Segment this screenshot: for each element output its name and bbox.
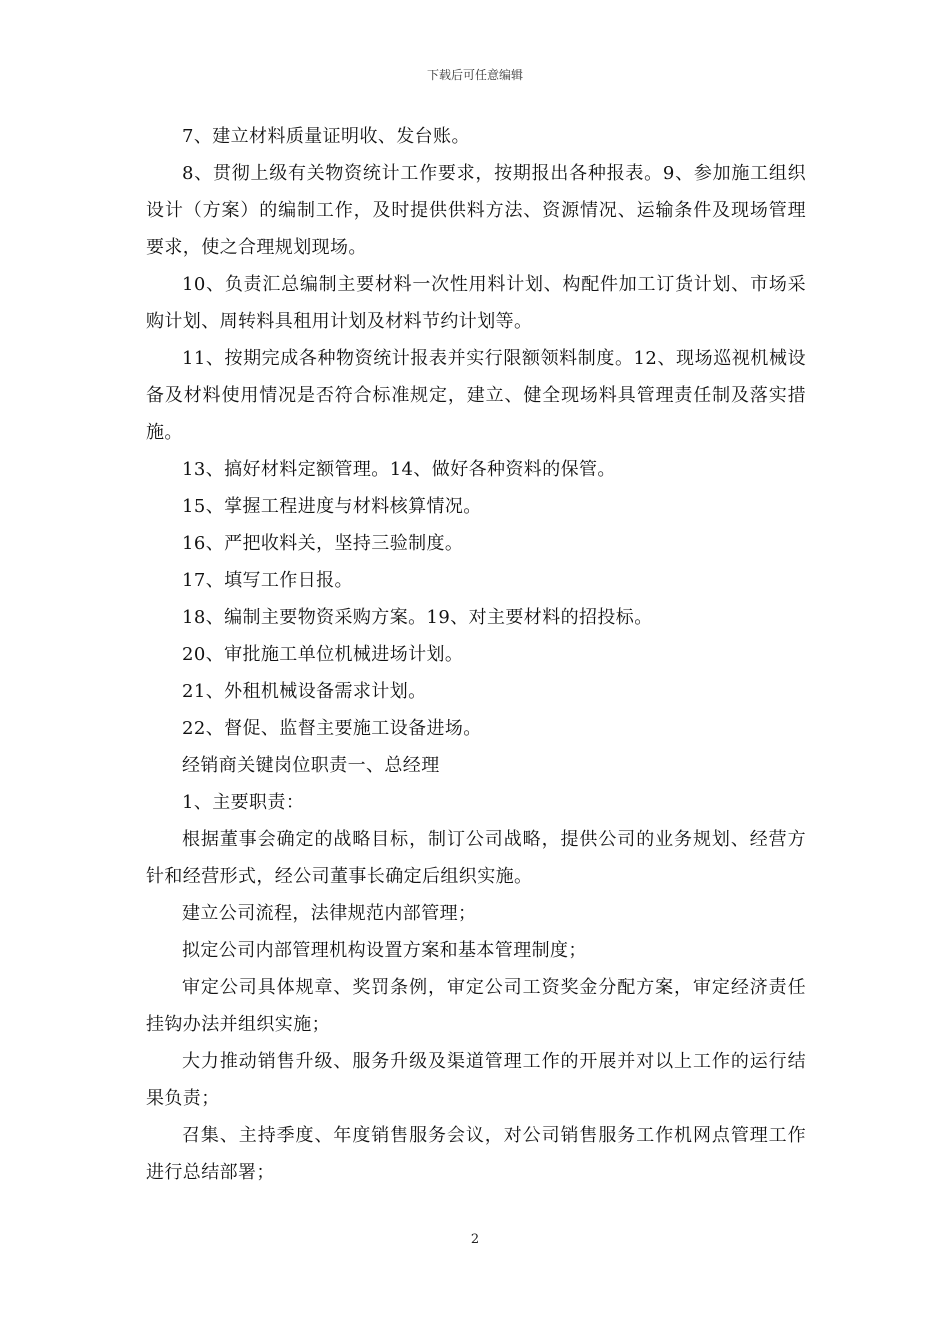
section-heading: 经销商关键岗位职责一、总经理	[182, 755, 440, 776]
page-number: 2	[470, 1232, 480, 1247]
paragraph: 审定公司具体规章、奖罚条例，审定公司工资奖金分配方案，审定经济责任挂钩办法并组织实施；	[146, 977, 806, 1035]
paragraph: 7、建立材料质量证明收、发台账。	[182, 126, 470, 147]
paragraph: 召集、主持季度、年度销售服务会议，对公司销售服务工作机网点管理工作进行总结部署；	[146, 1125, 806, 1183]
subsection-heading: 1、主要职责：	[182, 792, 305, 813]
paragraph: 21、外租机械设备需求计划。	[182, 681, 427, 702]
paragraph: 拟定公司内部管理机构设置方案和基本管理制度；	[182, 940, 587, 961]
paragraph: 13、搞好材料定额管理。14、做好各种资料的保管。	[182, 459, 616, 480]
paragraph: 大力推动销售升级、服务升级及渠道管理工作的开展并对以上工作的运行结果负责；	[146, 1051, 806, 1109]
paragraph: 11、按期完成各种物资统计报表并实行限额领料制度。12、现场巡视机械设备及材料使用情况是否符合标准规定，建立、健全现场料具管理责任制及落实措施。	[146, 348, 806, 443]
paragraph: 22、督促、监督主要施工设备进场。	[182, 718, 482, 739]
paragraph: 16、严把收料关，坚持三验制度。	[182, 533, 464, 554]
paragraph: 根据董事会确定的战略目标，制订公司战略，提供公司的业务规划、经营方针和经营形式，经公司董事长确定后组织实施。	[146, 829, 806, 887]
paragraph: 10、负责汇总编制主要材料一次性用料计划、构配件加工订货计划、市场采购计划、周转料具租用计划及材料节约计划等。	[146, 274, 806, 332]
paragraph: 15、掌握工程进度与材料核算情况。	[182, 496, 482, 517]
paragraph: 17、填写工作日报。	[182, 570, 353, 591]
paragraph: 18、编制主要物资采购方案。19、对主要材料的招投标。	[182, 607, 653, 628]
paragraph: 建立公司流程，法律规范内部管理；	[182, 903, 477, 924]
paragraph: 8、贯彻上级有关物资统计工作要求，按期报出各种报表。9、参加施工组织设计（方案）的编制工作，及时提供供料方法、资源情况、运输条件及现场管理要求，使之合理规划现场。	[146, 163, 806, 258]
document-body	[146, 118, 806, 1191]
paragraph: 20、审批施工单位机械进场计划。	[182, 644, 464, 665]
page-header-note: 下载后可任意编辑	[426, 68, 523, 82]
